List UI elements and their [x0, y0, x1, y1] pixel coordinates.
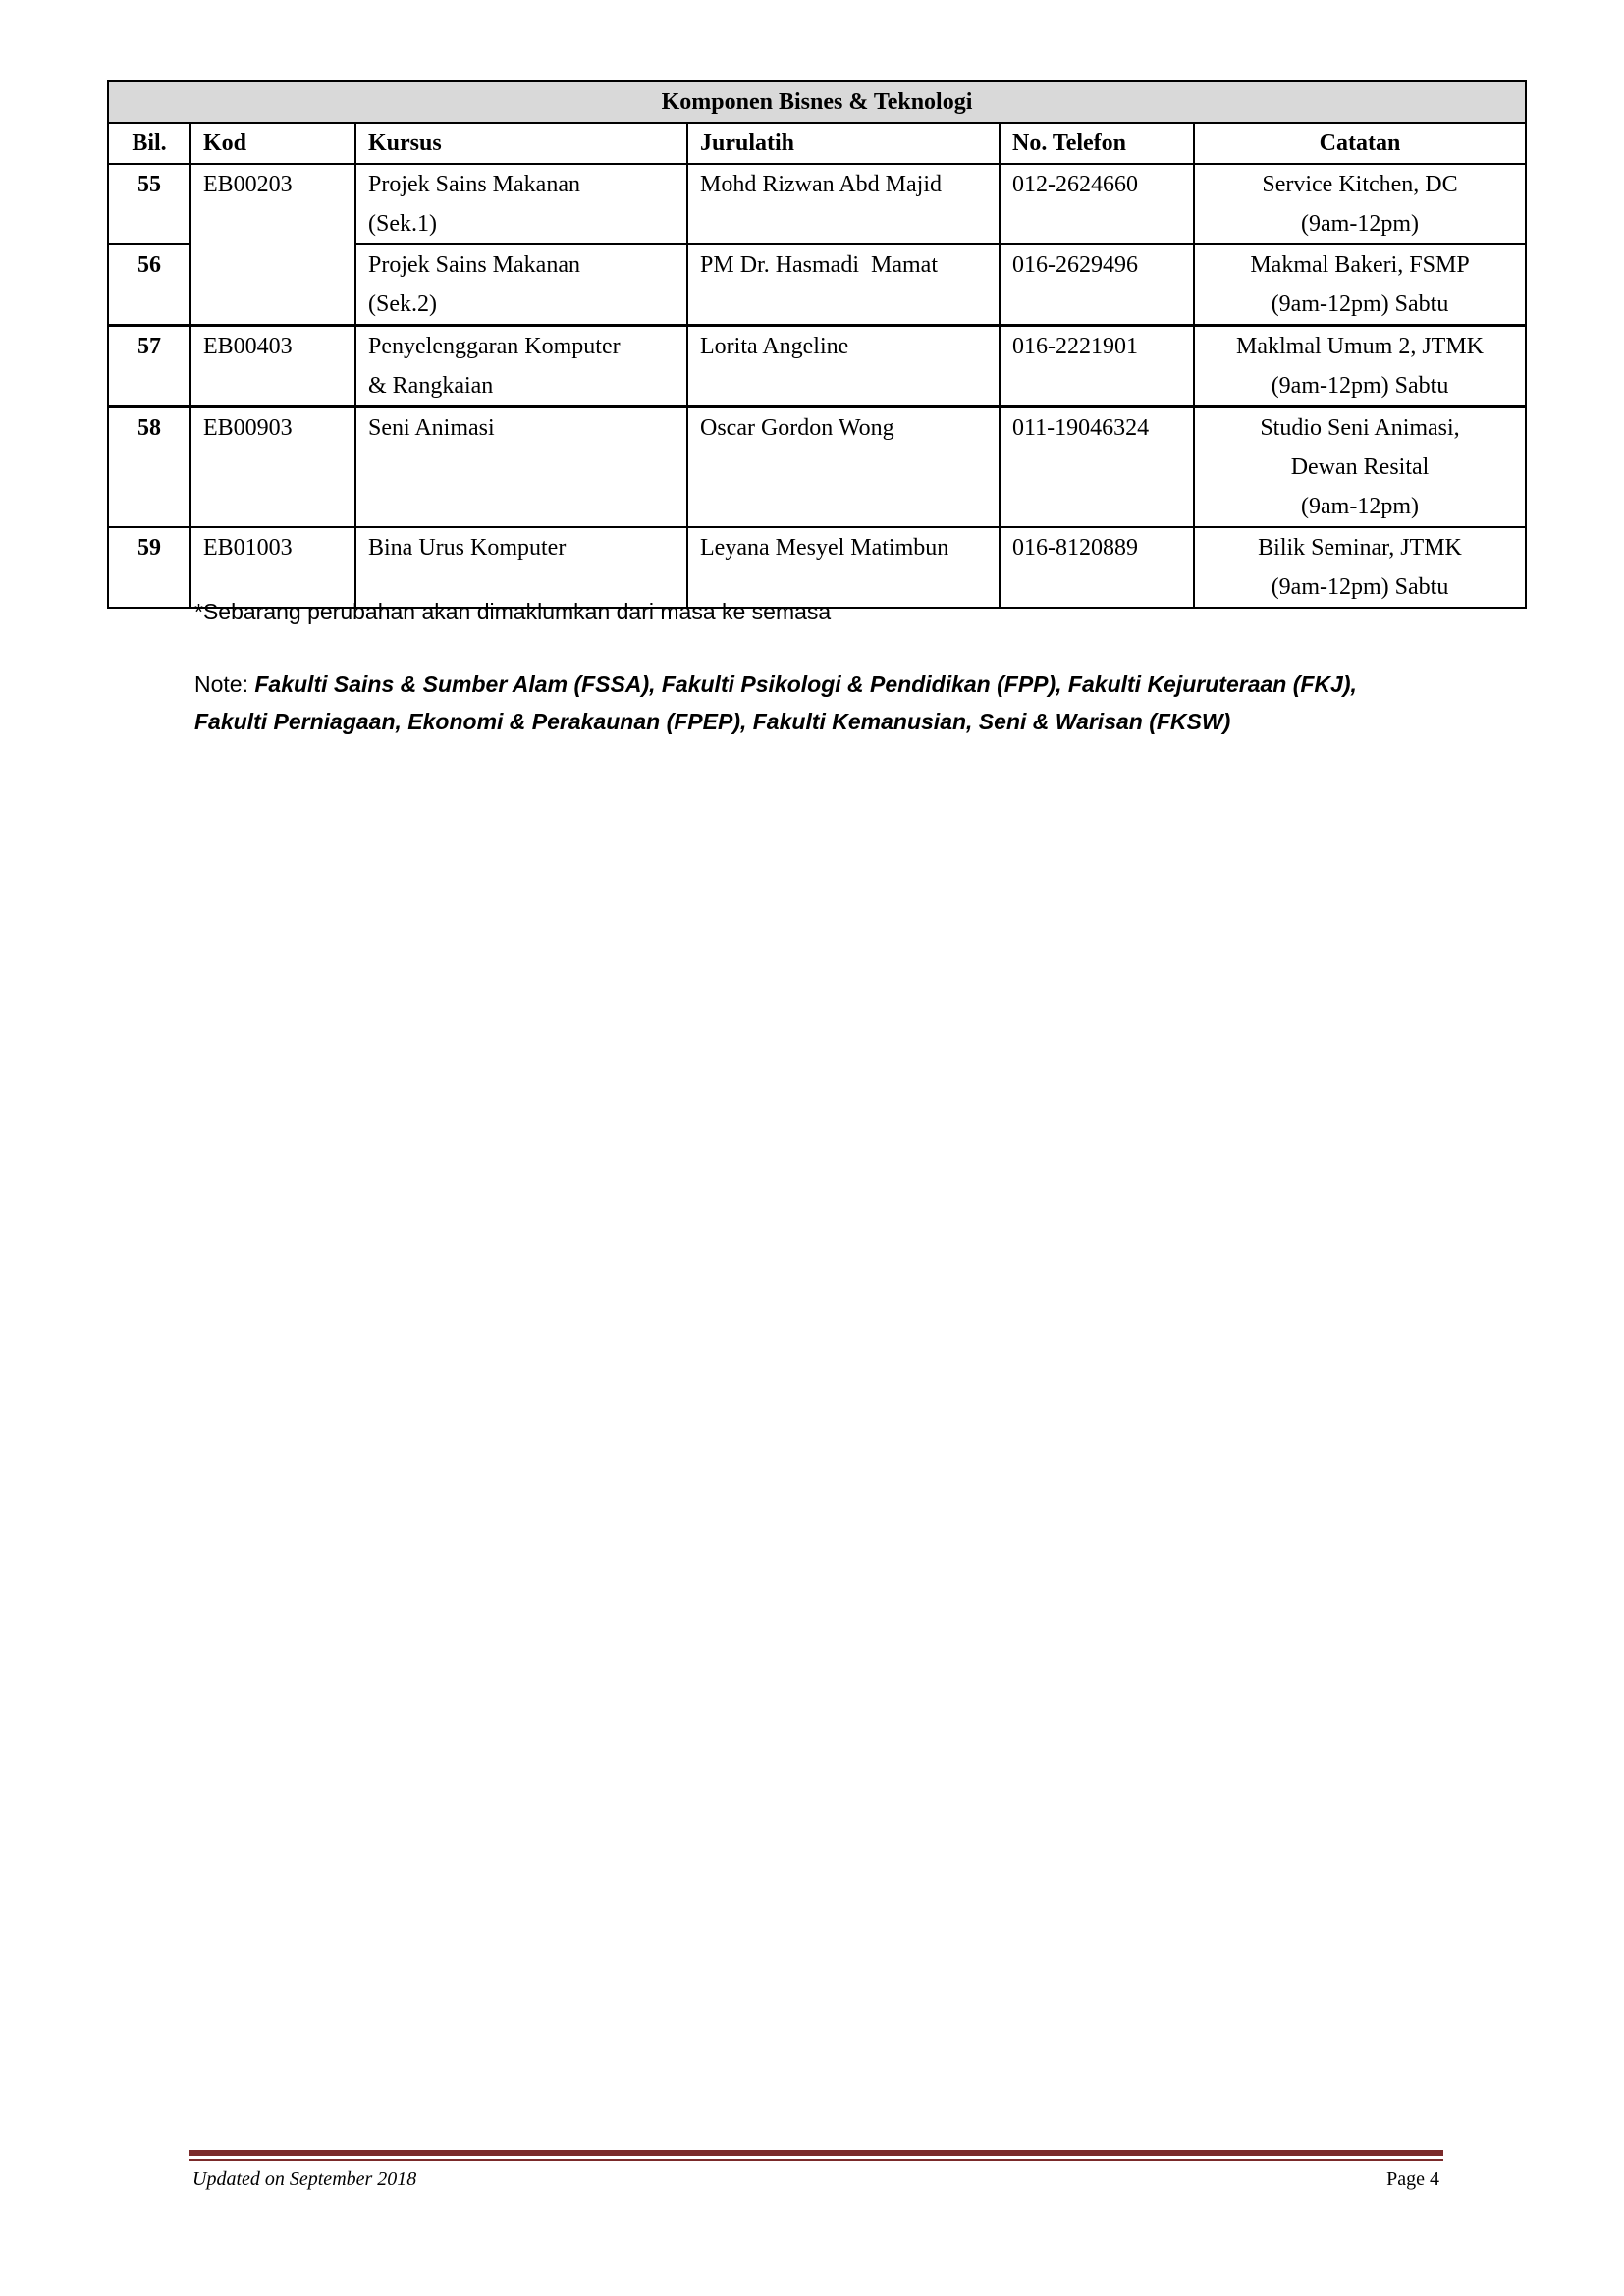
footer-page-number: Page 4 [1386, 2168, 1439, 2190]
cell-jurulatih: Oscar Gordon Wong [687, 407, 1000, 528]
cell-telefon: 012-2624660 [1000, 164, 1194, 244]
cell-jurulatih: PM Dr. Hasmadi Mamat [687, 244, 1000, 326]
cell-telefon: 016-2221901 [1000, 326, 1194, 407]
cell-catatan [1194, 407, 1526, 528]
cell-catatan [1194, 244, 1526, 326]
cell-kod: EB00203 [190, 164, 355, 326]
footer-updated: Updated on September 2018 [192, 2168, 417, 2190]
faculty-note [194, 666, 1451, 740]
table-title-row [108, 81, 1526, 123]
catatan-line: Studio Seni Animasi, [1260, 415, 1460, 441]
cell-bil: 58 [108, 407, 190, 528]
catatan-line: (9am-12pm) [1301, 494, 1419, 519]
catatan-line: (9am-12pm) Sabtu [1271, 373, 1449, 399]
catatan-line: (9am-12pm) Sabtu [1271, 574, 1449, 600]
cell-kursus: Seni Animasi [355, 407, 687, 528]
footer-divider [189, 2150, 1443, 2156]
cell-bil: 56 [108, 244, 190, 326]
header-kursus: Kursus [355, 123, 687, 164]
kursus-line: (Sek.1) [368, 211, 437, 237]
kursus-line: & Rangkaian [368, 373, 494, 399]
change-remark: *Sebarang perubahan akan dimaklumkan dari masa ke semasa [194, 599, 832, 624]
catatan-line: (9am-12pm) Sabtu [1271, 292, 1449, 317]
note-body-line1: Fakulti Sains & Sumber Alam (FSSA), Fakulti Psikologi & Pendidikan (FPP), Fakulti Kejuruteraan (FKJ), [254, 671, 1357, 697]
cell-bil: 57 [108, 326, 190, 407]
course-table [107, 80, 1527, 609]
cell-kursus: Bina Urus Komputer [355, 527, 687, 608]
catatan-line: Dewan Resital [1290, 454, 1430, 480]
cell-jurulatih: Mohd Rizwan Abd Majid [687, 164, 1000, 244]
note-body-line2: Fakulti Perniagaan, Ekonomi & Perakaunan (FPEP), Fakulti Kemanusian, Seni & Warisan (FKSW) [194, 709, 1231, 734]
catatan-line: (9am-12pm) [1301, 211, 1419, 237]
catatan-line: Maklmal Umum 2, JTMK [1236, 334, 1484, 359]
cell-bil: 59 [108, 527, 190, 608]
catatan-line: Makmal Bakeri, FSMP [1250, 252, 1470, 278]
cell-kod: EB00903 [190, 407, 355, 528]
kursus-line: Penyelenggaran Komputer [368, 334, 621, 359]
footer-divider-thin [189, 2159, 1443, 2161]
table-title: Komponen Bisnes & Teknologi [108, 81, 1526, 123]
cell-catatan [1194, 326, 1526, 407]
note-label: Note: [194, 671, 255, 697]
kursus-line: (Sek.2) [368, 292, 437, 317]
table-header-row [108, 123, 1526, 164]
catatan-line: Bilik Seminar, JTMK [1258, 535, 1462, 561]
cell-kod: EB00403 [190, 326, 355, 407]
cell-jurulatih: Leyana Mesyel Matimbun [687, 527, 1000, 608]
kursus-line: Projek Sains Makanan [368, 172, 580, 197]
cell-jurulatih: Lorita Angeline [687, 326, 1000, 407]
cell-telefon: 016-8120889 [1000, 527, 1194, 608]
header-jurulatih: Jurulatih [687, 123, 1000, 164]
cell-catatan [1194, 164, 1526, 244]
kursus-line: Projek Sains Makanan [368, 252, 580, 278]
table-row [108, 164, 1526, 244]
catatan-line: Service Kitchen, DC [1262, 172, 1458, 197]
header-bil: Bil. [108, 123, 190, 164]
cell-kod: EB01003 [190, 527, 355, 608]
header-kod: Kod [190, 123, 355, 164]
cell-catatan [1194, 527, 1526, 608]
table-row [108, 407, 1526, 528]
cell-telefon: 016-2629496 [1000, 244, 1194, 326]
table-row [108, 527, 1526, 608]
header-telefon: No. Telefon [1000, 123, 1194, 164]
cell-kursus [355, 326, 687, 407]
cell-kursus [355, 164, 687, 244]
cell-bil: 55 [108, 164, 190, 244]
cell-telefon: 011-19046324 [1000, 407, 1194, 528]
cell-kursus [355, 244, 687, 326]
header-catatan: Catatan [1194, 123, 1526, 164]
table-row [108, 326, 1526, 407]
